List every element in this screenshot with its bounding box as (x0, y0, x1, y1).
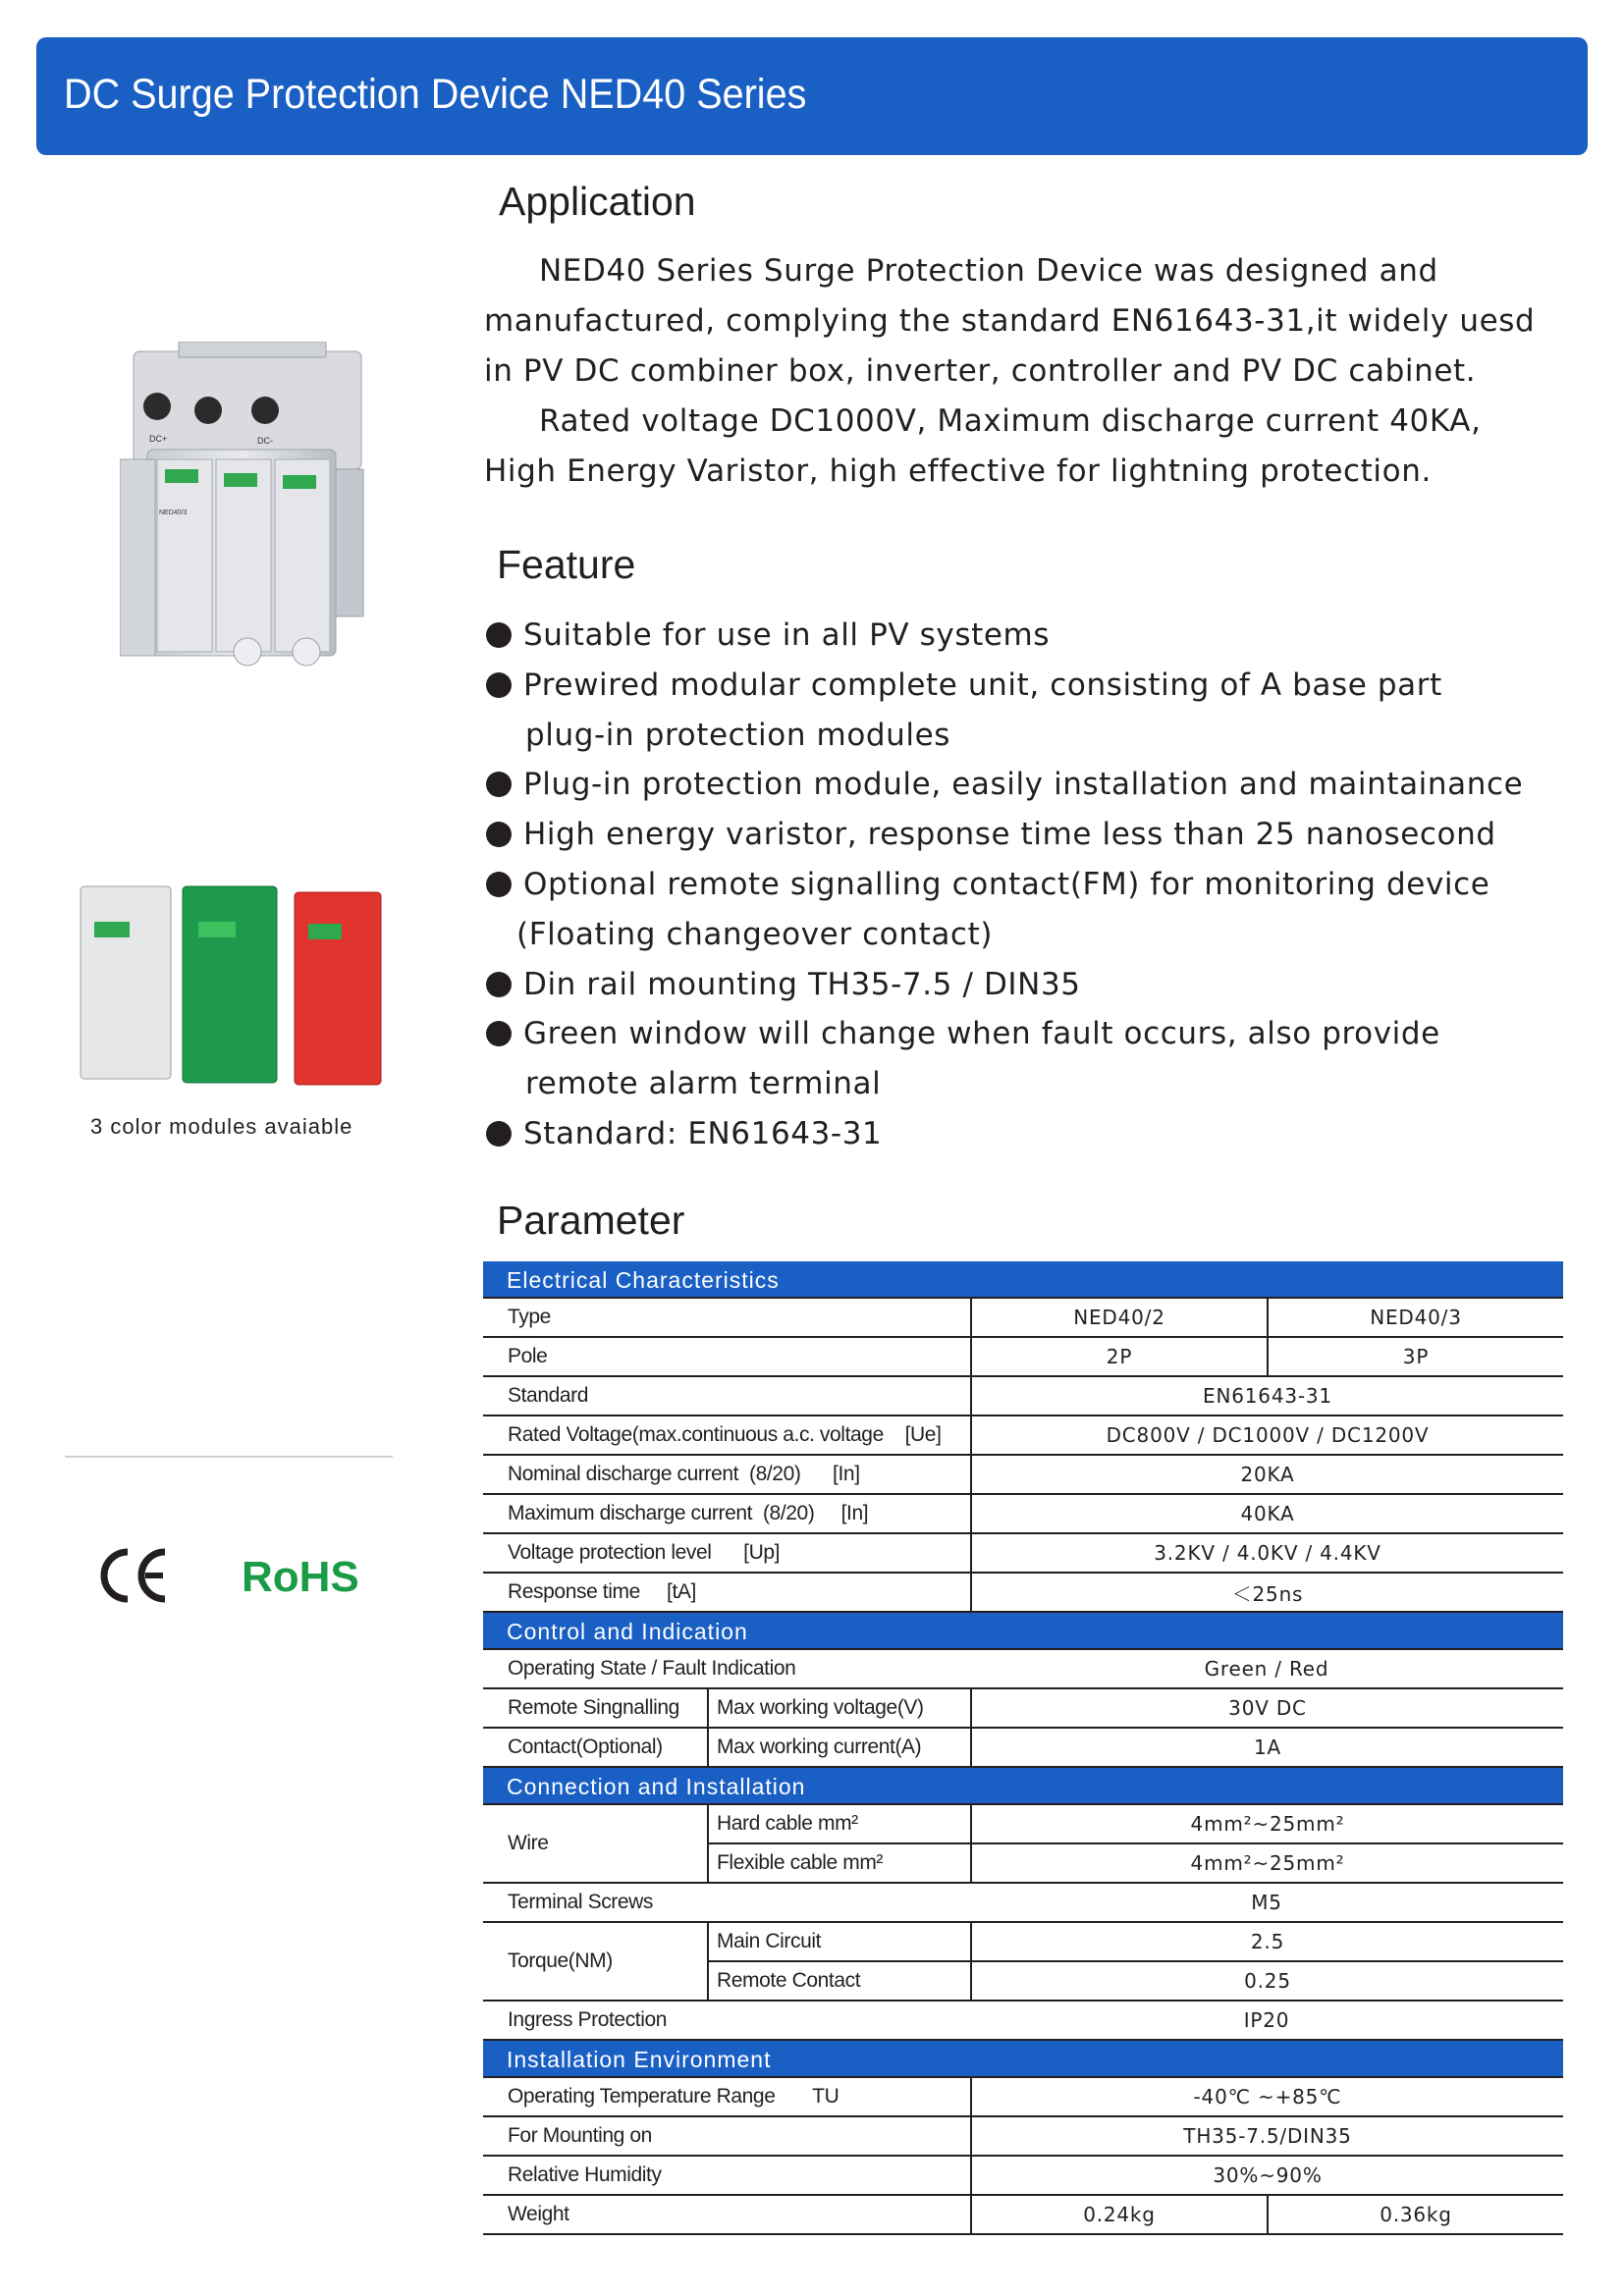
table-row (483, 1574, 1563, 1613)
row-label: Maximum discharge current (8/20) [In] (508, 1502, 869, 1524)
row-label: Operating Temperature Range TU (508, 2085, 839, 2108)
dc-minus-label: DC- (257, 436, 273, 446)
bullet-icon (486, 1021, 512, 1046)
feature-text: Prewired modular complete unit, consisting of A base part (523, 667, 1442, 703)
rohs-mark: RoHS (242, 1553, 359, 1601)
list-item (484, 760, 1594, 810)
ce-mark-icon (94, 1546, 173, 1605)
row-label: Torque(NM) (483, 1923, 707, 2002)
section-header: Connection and Installation (483, 1768, 1563, 1805)
section-header: Installation Environment (483, 2041, 1563, 2078)
row-value: IP20 (1243, 2008, 1290, 2032)
list-item (484, 860, 1594, 910)
bullet-icon (486, 822, 512, 847)
row-sublabel: Max working voltage(V) (707, 1689, 970, 1727)
parameter-table (483, 1261, 1563, 2235)
torque-group (483, 1923, 1563, 2002)
color-modules-image (77, 879, 391, 1090)
row-label: Wire (483, 1805, 707, 1884)
bullet-icon (486, 972, 512, 997)
row-value: 30V DC (970, 1689, 1563, 1727)
application-text (484, 246, 1584, 497)
table-row (483, 1689, 1563, 1729)
section-header: Control and Indication (483, 1613, 1563, 1650)
row-value: 3.2KV / 4.0KV / 4.4KV (970, 1534, 1563, 1572)
row-value: M5 (1251, 1891, 1282, 1914)
row-value: 3P (1267, 1338, 1563, 1375)
row-label: Contact(Optional) (508, 1735, 663, 1758)
row-value: -40℃ ~+85℃ (970, 2078, 1563, 2115)
bullet-icon (486, 872, 512, 897)
dc-plus-label: DC+ (149, 434, 168, 444)
row-label: Standard (508, 1384, 589, 1407)
row-value: DC800V / DC1000V / DC1200V (970, 1416, 1563, 1454)
row-label: For Mounting on (508, 2124, 652, 2147)
feature-text: Plug-in protection module, easily installation and maintainance (523, 767, 1524, 803)
row-value: 4mm²~25mm² (970, 1844, 1563, 1882)
list-item (484, 1009, 1594, 1059)
table-row (707, 1805, 1563, 1844)
row-label: Response time [tA] (508, 1580, 696, 1603)
row-value: 0.24kg (970, 2196, 1267, 2233)
title-banner (36, 37, 1588, 155)
row-value: 40KA (970, 1495, 1563, 1532)
feature-text: Green window will change when fault occurs, also provide (523, 1016, 1440, 1052)
feature-text: Optional remote signalling contact(FM) for monitoring device (523, 866, 1490, 902)
list-item (484, 1109, 1594, 1159)
table-row (483, 1416, 1563, 1456)
row-value: ＜25ns (970, 1574, 1563, 1611)
application-line: manufactured, complying the standard EN61643-31,it widely uesd (484, 303, 1536, 339)
table-row (483, 1729, 1563, 1768)
section-header: Electrical Characteristics (483, 1261, 1563, 1299)
row-sublabel: Main Circuit (707, 1923, 970, 1960)
feature-list (484, 611, 1594, 1159)
list-item (484, 810, 1594, 860)
row-value: 2P (970, 1338, 1267, 1375)
row-label: Ingress Protection (508, 2008, 668, 2031)
list-item (484, 611, 1594, 661)
feature-heading: Feature (497, 542, 636, 587)
row-value: 30%~90% (970, 2157, 1563, 2194)
parameter-heading: Parameter (497, 1198, 685, 1243)
row-label: Relative Humidity (508, 2163, 662, 2186)
table-row (483, 1534, 1563, 1574)
application-line: High Energy Varistor, high effective for lightning protection. (484, 454, 1432, 489)
table-row (707, 1923, 1563, 1962)
row-value: 2.5 (970, 1923, 1563, 1960)
feature-text: High energy varistor, response time less than 25 nanosecond (523, 817, 1496, 853)
row-label: Type (508, 1306, 551, 1328)
product-image (120, 342, 375, 695)
bullet-icon (486, 1121, 512, 1147)
application-line: Rated voltage DC1000V, Maximum discharge current 40KA, (539, 403, 1482, 439)
feature-text: Din rail mounting TH35-7.5 / DIN35 (523, 966, 1081, 1002)
row-label: Remote Singnalling (508, 1696, 679, 1719)
row-value: 4mm²~25mm² (970, 1805, 1563, 1842)
row-sublabel: Remote Contact (707, 1962, 970, 2000)
list-item (484, 661, 1594, 711)
row-value: Green / Red (1204, 1657, 1329, 1681)
table-row (707, 1962, 1563, 2002)
row-value: TH35-7.5/DIN35 (970, 2117, 1563, 2155)
row-label: Pole (508, 1345, 548, 1367)
row-sublabel: Hard cable mm² (707, 1805, 970, 1842)
modules-caption: 3 color modules avaiable (90, 1114, 353, 1139)
table-row (483, 1650, 1563, 1689)
application-heading: Application (499, 179, 696, 224)
row-label: Nominal discharge current (8/20) [In] (508, 1463, 860, 1485)
divider (65, 1456, 393, 1458)
bullet-icon (486, 672, 512, 698)
table-row (483, 2117, 1563, 2157)
row-value: NED40/2 (970, 1299, 1267, 1336)
list-item (484, 960, 1594, 1010)
row-label: Rated Voltage(max.continuous a.c. voltage [Ue] (508, 1423, 942, 1446)
application-line: in PV DC combiner box, inverter, controller and PV DC cabinet. (484, 353, 1477, 389)
row-label: Operating State / Fault Indication (508, 1657, 796, 1680)
row-value: 0.25 (970, 1962, 1563, 2000)
row-value: 0.36kg (1267, 2196, 1563, 2233)
table-row (707, 1844, 1563, 1884)
feature-text: Standard: EN61643-31 (523, 1115, 883, 1151)
row-label: Voltage protection level [Up] (508, 1541, 781, 1564)
row-sublabel: Max working current(A) (707, 1729, 970, 1766)
row-value: 1A (970, 1729, 1563, 1766)
feature-continuation: (Floating changeover contact) (516, 916, 994, 952)
table-row (483, 1884, 1563, 1923)
feature-continuation: remote alarm terminal (525, 1066, 882, 1102)
table-row (483, 2078, 1563, 2117)
row-value: 20KA (970, 1456, 1563, 1493)
table-row (483, 1377, 1563, 1416)
bullet-icon (486, 772, 512, 797)
row-sublabel: Flexible cable mm² (707, 1844, 970, 1882)
feature-text: Suitable for use in all PV systems (523, 617, 1051, 653)
table-row (483, 1495, 1563, 1534)
row-label: Weight (508, 2203, 569, 2225)
module-model-label: NED40/3 (159, 509, 188, 516)
bullet-icon (486, 622, 512, 648)
row-value: NED40/3 (1267, 1299, 1563, 1336)
table-row (483, 2157, 1563, 2196)
table-row (483, 2002, 1563, 2041)
application-line: NED40 Series Surge Protection Device was designed and (539, 253, 1438, 289)
page-title: DC Surge Protection Device NED40 Series (64, 71, 807, 118)
row-value: EN61643-31 (970, 1377, 1563, 1415)
table-row (483, 1338, 1563, 1377)
table-row (483, 1456, 1563, 1495)
feature-continuation: plug-in protection modules (525, 717, 951, 753)
row-label: Terminal Screws (508, 1891, 654, 1913)
wire-group (483, 1805, 1563, 1884)
table-row (483, 1299, 1563, 1338)
table-row (483, 2196, 1563, 2235)
